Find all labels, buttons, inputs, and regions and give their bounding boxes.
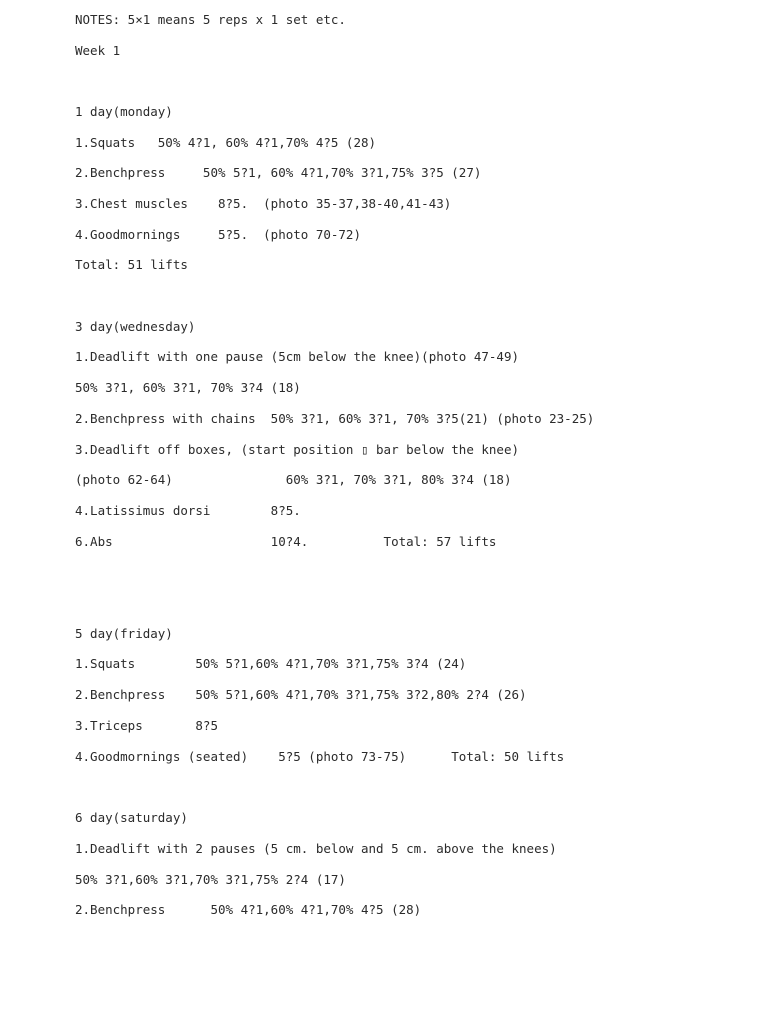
exercise-line: 4.Latissimus dorsi 8?5. xyxy=(75,503,301,518)
exercise-line: 3.Chest muscles 8?5. (photo 35-37,38-40,41-43) xyxy=(75,196,452,211)
notes-line: NOTES: 5×1 means 5 reps x 1 set etc. xyxy=(75,12,346,27)
exercise-line: 4.Goodmornings (seated) 5?5 (photo 73-75) Total: 50 lifts xyxy=(75,749,565,764)
exercise-line: 3.Triceps 8?5 xyxy=(75,718,218,733)
exercise-line: 2.Benchpress 50% 5?1, 60% 4?1,70% 3?1,75% 3?5 (27) xyxy=(75,165,482,180)
exercise-line: 1.Squats 50% 4?1, 60% 4?1,70% 4?5 (28) xyxy=(75,135,377,150)
exercise-line: 2.Benchpress 50% 5?1,60% 4?1,70% 3?1,75% 3?2,80% 2?4 (26) xyxy=(75,687,527,702)
exercise-line: 2.Benchpress 50% 4?1,60% 4?1,70% 4?5 (28) xyxy=(75,902,422,917)
exercise-line: 50% 3?1, 60% 3?1, 70% 3?4 (18) xyxy=(75,380,301,395)
total-line: Total: 51 lifts xyxy=(75,257,188,272)
exercise-line: 4.Goodmornings 5?5. (photo 70-72) xyxy=(75,227,361,242)
exercise-line: 1.Squats 50% 5?1,60% 4?1,70% 3?1,75% 3?4 (24) xyxy=(75,656,467,671)
exercise-line: 6.Abs 10?4. Total: 57 lifts xyxy=(75,534,497,549)
week-heading: Week 1 xyxy=(75,43,121,58)
exercise-line: 2.Benchpress with chains 50% 3?1, 60% 3?1, 70% 3?5(21) (photo 23-25) xyxy=(75,411,595,426)
day-heading-friday: 5 day(friday) xyxy=(75,626,173,641)
exercise-line: 3.Deadlift off boxes, (start position ▯ bar below the knee) xyxy=(75,442,520,457)
day-heading-wednesday: 3 day(wednesday) xyxy=(75,319,196,334)
day-heading-monday: 1 day(monday) xyxy=(75,104,173,119)
exercise-line: (photo 62-64) 60% 3?1, 70% 3?1, 80% 3?4 (18) xyxy=(75,472,512,487)
exercise-line: 1.Deadlift with 2 pauses (5 cm. below and 5 cm. above the knees) xyxy=(75,841,557,856)
exercise-line: 50% 3?1,60% 3?1,70% 3?1,75% 2?4 (17) xyxy=(75,872,346,887)
exercise-line: 1.Deadlift with one pause (5cm below the knee)(photo 47-49) xyxy=(75,349,520,364)
day-heading-saturday: 6 day(saturday) xyxy=(75,810,188,825)
